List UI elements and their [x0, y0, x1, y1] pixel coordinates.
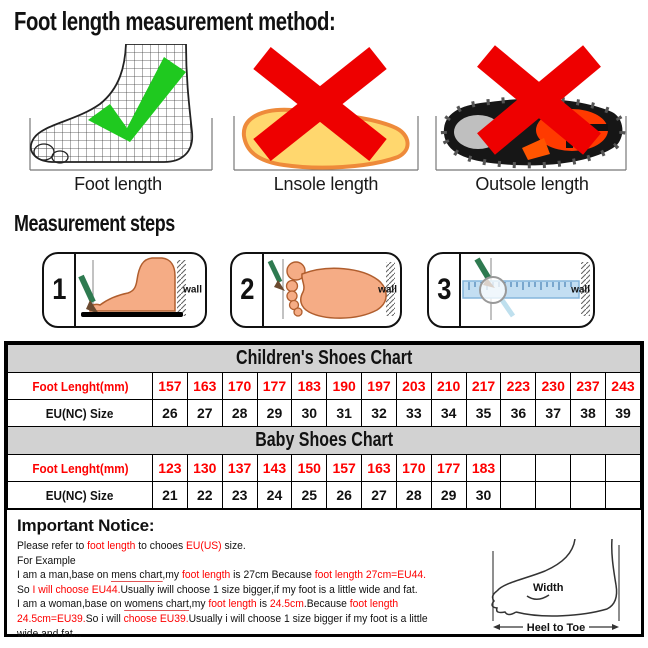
size-cell: 143: [257, 455, 292, 482]
size-cell: [605, 455, 640, 482]
size-cell: 29: [257, 400, 292, 427]
size-cell: 36: [501, 400, 536, 427]
step-3-box: [427, 252, 595, 328]
row-label: EU(NC) Size: [8, 482, 153, 509]
size-cell: 223: [501, 373, 536, 400]
size-table: [7, 344, 641, 509]
size-cell: 22: [187, 482, 222, 509]
step-number: 2: [232, 254, 264, 326]
size-cell: 197: [362, 373, 397, 400]
notice-heading: Important Notice:: [17, 516, 155, 535]
size-cell: 26: [327, 482, 362, 509]
steps-heading: Measurement steps: [14, 210, 175, 236]
size-cell: 30: [466, 482, 501, 509]
size-cell: [536, 482, 571, 509]
size-cell: 183: [292, 373, 327, 400]
step-1-box: [42, 252, 207, 328]
row-label: Foot Lenght(mm): [8, 455, 153, 482]
step-2-box: [230, 252, 402, 328]
size-cell: 217: [466, 373, 501, 400]
notice-line: 24.5cm=EU39.So i will choose EU39.Usually i will choose 1 size bigger if my foot is a little: [17, 612, 428, 625]
important-notice: [7, 509, 641, 641]
row-label: Foot Lenght(mm): [8, 373, 153, 400]
chart-title: Children's Shoes Chart: [235, 347, 413, 369]
size-cell: 31: [327, 400, 362, 427]
figure-insole-length: [228, 44, 424, 196]
notice-lines: [17, 539, 459, 641]
width-label: Width: [533, 582, 564, 595]
wall-label: wall: [378, 284, 397, 296]
chart-header-row: [8, 427, 641, 455]
notice-line: For Example: [17, 554, 76, 567]
figure-outsole-length: [430, 44, 634, 196]
step-3-art: [461, 254, 593, 326]
size-cell: 170: [222, 373, 257, 400]
figure-label: Foot length: [74, 174, 162, 194]
size-cell: 237: [571, 373, 606, 400]
notice-line: I am a woman,base on womens chart,my foot length is 24.5cm.Because foot length: [17, 598, 399, 611]
size-cell: 25: [292, 482, 327, 509]
outsole-illustration: [430, 44, 634, 174]
size-cell: 24: [257, 482, 292, 509]
size-cell: 23: [222, 482, 257, 509]
figure-foot-length: [14, 44, 222, 196]
chart-header-row: [8, 345, 641, 373]
wall-label: wall: [571, 284, 590, 296]
table-row: [8, 400, 641, 427]
wireframe-foot-illustration: [14, 44, 222, 174]
size-cell: 33: [396, 400, 431, 427]
size-cell: 35: [466, 400, 501, 427]
foot-measure-diagram: [483, 539, 633, 639]
size-cell: 27: [187, 400, 222, 427]
size-cell: 157: [327, 455, 362, 482]
size-cell: 34: [431, 400, 466, 427]
table-row: [8, 455, 641, 482]
size-cell: [501, 482, 536, 509]
size-cell: 203: [396, 373, 431, 400]
size-cell: 170: [396, 455, 431, 482]
insole-illustration: [228, 44, 424, 174]
notice-line: Please refer to foot length to chooes EU(US) size.: [17, 540, 246, 552]
size-cell: 21: [153, 482, 188, 509]
notice-line: wide and fat...: [17, 627, 82, 640]
size-cell: 39: [605, 400, 640, 427]
size-cell: 130: [187, 455, 222, 482]
heel-to-toe-label: Heel to Toe: [526, 622, 586, 635]
notice-line: I am a man,base on mens chart,my foot length is 27cm Because foot length 27cm=EU44.: [17, 569, 426, 582]
size-cell: 28: [222, 400, 257, 427]
size-cell: 163: [362, 455, 397, 482]
size-cell: 210: [431, 373, 466, 400]
step-2-art: [264, 254, 400, 326]
size-cell: 37: [536, 400, 571, 427]
size-cell: 30: [292, 400, 327, 427]
size-cell: 137: [222, 455, 257, 482]
step-number: 1: [44, 254, 76, 326]
size-cell: [536, 455, 571, 482]
size-cell: 183: [466, 455, 501, 482]
row-label: EU(NC) Size: [8, 400, 153, 427]
table-row: [8, 373, 641, 400]
page-title: Foot length measurement method:: [14, 6, 336, 36]
step-1-art: [76, 254, 205, 326]
size-cell: 27: [362, 482, 397, 509]
size-cell: 177: [431, 455, 466, 482]
size-cell: 150: [292, 455, 327, 482]
size-cell: 28: [396, 482, 431, 509]
size-cell: 190: [327, 373, 362, 400]
table-row: [8, 482, 641, 509]
size-cell: [501, 455, 536, 482]
wall-label: wall: [183, 284, 202, 296]
size-cell: 157: [153, 373, 188, 400]
size-cell: 38: [571, 400, 606, 427]
size-cell: [571, 482, 606, 509]
step-number: 3: [429, 254, 461, 326]
size-cell: 243: [605, 373, 640, 400]
size-cell: [605, 482, 640, 509]
size-cell: 177: [257, 373, 292, 400]
notice-line: So I will choose EU44.Usually iwill choose 1 size bigger,if my foot is a little wide and fat.: [17, 583, 418, 596]
size-chart-block: [4, 341, 644, 640]
size-cell: 29: [431, 482, 466, 509]
size-cell: [571, 455, 606, 482]
size-cell: 26: [153, 400, 188, 427]
size-cell: 123: [153, 455, 188, 482]
size-cell: 163: [187, 373, 222, 400]
chart-title: Baby Shoes Chart: [255, 429, 393, 451]
figure-label: Outsole length: [475, 174, 589, 194]
figure-label: Lnsole length: [273, 174, 379, 194]
size-cell: 230: [536, 373, 571, 400]
size-cell: 32: [362, 400, 397, 427]
